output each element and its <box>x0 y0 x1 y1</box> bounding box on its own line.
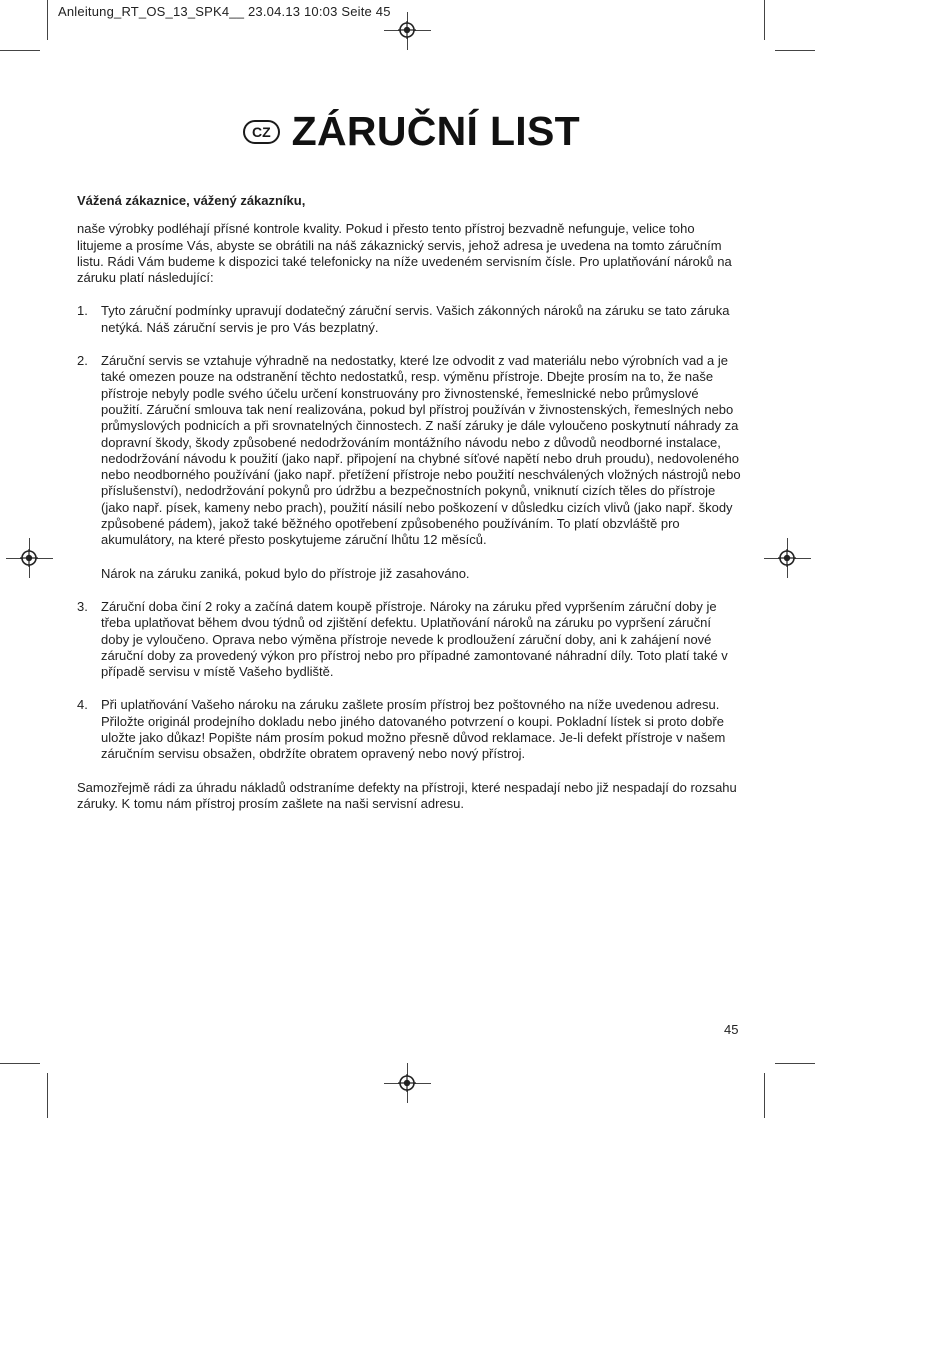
crop-mark <box>775 50 815 51</box>
registration-mark-icon <box>395 18 419 42</box>
page-title: ZÁRUČNÍ LIST <box>291 108 580 154</box>
list-item-text: Tyto záruční podmínky upravují dodatečný záruční servis. Vašich zákonných nároků na záruku se tato záruka netýká. Náš záruční servis je pro Vás bezplatný. <box>101 303 730 335</box>
intro-paragraph: naše výrobky podléhají přísné kontrole kvality. Pokud i přesto tento přístroj bezvadně nefunguje, velice toho litujeme a prosíme Vás, abyste se obrátili na náš zákaznický servis, jehož adresa je uvedena na tomto záručním listu. Rádi Vám budeme k dispozici také telefonicky na níže uvedeném servisním čísle. Pro uplatňování nároků na záruku platí následující: <box>77 221 732 286</box>
list-item <box>77 303 742 336</box>
list-item-text: Záruční doba činí 2 roky a začíná datem koupě přístroje. Nároky na záruku před vypršením záruční doby je třeba uplatňovat během dvou týdnů od zjištění defektu. Uplatňování nároků na záruku po vypršení záruční doby je vyloučeno. Oprava nebo výměna přístroje nevede k prodloužení záruční doby, ani k zahájení nové záruční doby za provedený výkon pro přístroj nebo pro případné zamontované náhradní díly. Toto platí také v případě servisu v místě Vašeho bydliště. <box>101 598 728 680</box>
list-number: 4. <box>77 697 88 713</box>
list-number: 3. <box>77 598 88 614</box>
crop-mark <box>764 0 765 40</box>
list-item <box>77 599 742 680</box>
list-item-text: Při uplatňování Vašeho nároku na záruku zašlete prosím přístroj bez poštovného na níže uvedenou adresu. Přiložte originál prodejního dokladu nebo jiného datovaného potvrzení o koupi. Pokladní lístek si proto dobře uložte jako důkaz! Popište nám prosím pokud možno přesně důvod reklamace. Je-li defekt přístroje v našem záručním servisu obsažen, obdržíte obratem opravený nebo nový přístroj. <box>101 697 726 762</box>
document-body <box>77 193 742 829</box>
registration-mark-icon <box>395 1071 419 1095</box>
page-number: 45 <box>724 1022 739 1037</box>
crop-mark <box>775 1063 815 1064</box>
crop-mark <box>47 0 48 40</box>
registration-mark-icon <box>775 546 799 570</box>
list-item-note: Nárok na záruku zaniká, pokud bylo do přístroje již zasahováno. <box>101 565 470 581</box>
registration-mark-icon <box>17 546 41 570</box>
crop-mark <box>47 1073 48 1118</box>
greeting: Vážená zákaznice, vážený zákazníku, <box>77 193 306 208</box>
crop-mark <box>0 50 40 51</box>
list-item <box>77 697 742 762</box>
crop-mark <box>764 1073 765 1118</box>
title-row <box>243 108 580 155</box>
list-item <box>77 353 742 582</box>
list-number: 1. <box>77 303 88 319</box>
list-item-text: Záruční servis se vztahuje výhradně na nedostatky, které lze odvodit z vad materiálu nebo výrobních vad a je také omezen pouze na odstranění těchto nedostatků, resp. výměnu přístroje. Dbejte prosím na to, že naše přístroje nebyly podle svého účelu určení konstruovány pro živnostenské, řemeslnické nebo průmyslové použití. Záruční smlouva tak není realizována, pokud byl přístroj používán v živnostenských, řemeslných nebo průmyslových podnicích a při srovnatelných činnostech. Z naší záruky je dále vyloučeno poskytnutí náhrady za dopravní škody, škody způsobené nedodržováním montážního návodu nebo z důvodů neodborné instalace, nedodržování návodu k použití (jako např. připojení na chybné síťové napětí nebo druh proudu), nedovoleného nebo neodborného používání (jako např. přetížení přístroje nebo použití neschválených vložných nástrojů nebo příslušenství), nedodržování pokynů pro údržbu a bezpečnostních pokynů, vniknutí cizích těles do přístroje (jako např. písek, kameny nebo prach), použití násilí nebo poškození v důsledku cizích vlivů (jako např. škody způsobené pádem), jakož také běžného opotřebení způsobeného používáním. To platí obzvláště pro akumulátory, na které přesto poskytujeme záruční lhůtu 12 měsíců. <box>101 353 741 548</box>
language-badge: CZ <box>243 120 280 144</box>
crop-mark <box>0 1063 40 1064</box>
print-slug: Anleitung_RT_OS_13_SPK4__ 23.04.13 10:03 Seite 45 <box>58 4 391 19</box>
list-number: 2. <box>77 353 88 369</box>
closing-paragraph: Samozřejmě rádi za úhradu nákladů odstraníme defekty na přístroji, které nespadají nebo již nespadají do rozsahu záruky. K tomu nám přístroj prosím zašlete na naši servisní adresu. <box>77 779 737 811</box>
